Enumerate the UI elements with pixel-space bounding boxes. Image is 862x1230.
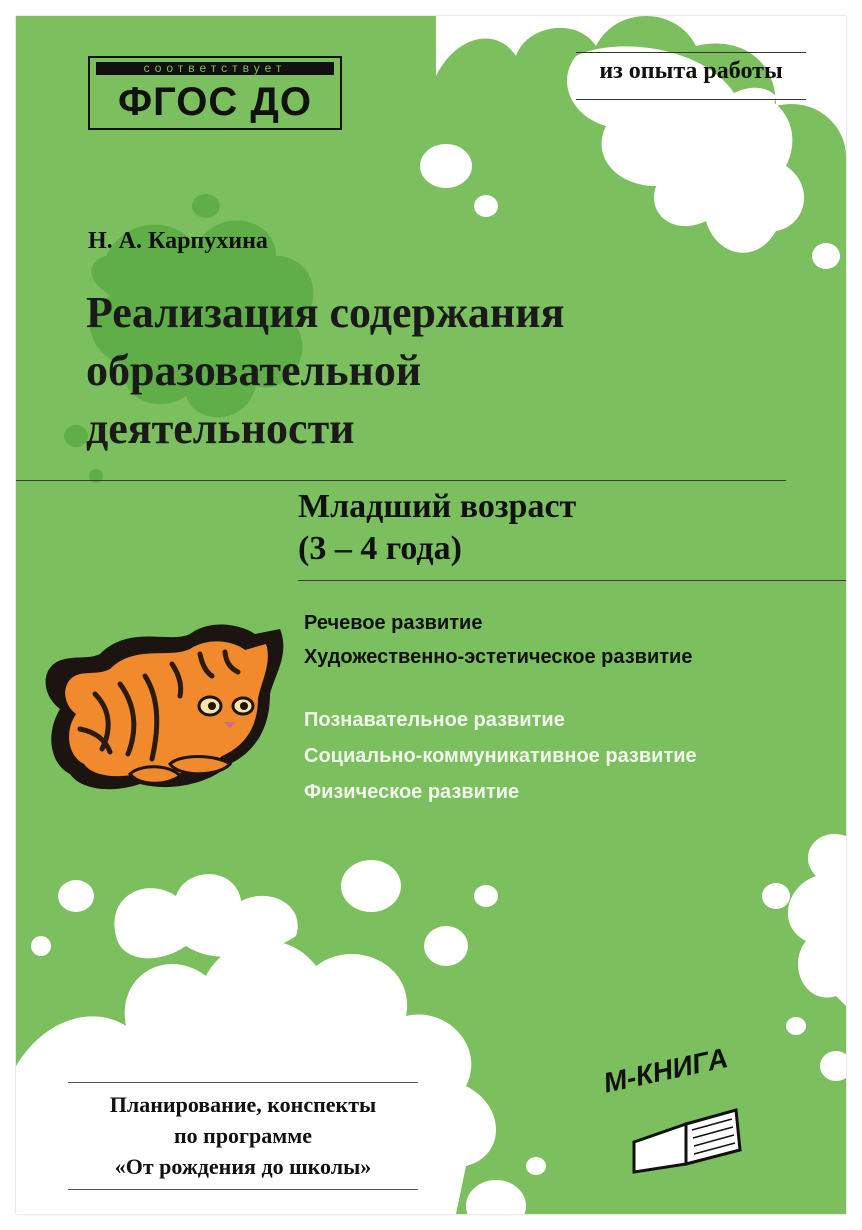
title-line: деятельности: [86, 404, 355, 453]
divider-rule: [16, 480, 786, 481]
development-areas-primary: [304, 606, 692, 674]
area-item: Художественно-эстетическое развитие: [304, 646, 693, 668]
development-areas-secondary: [304, 702, 697, 810]
fgos-badge-main-text: ФГОС ДО: [117, 80, 312, 124]
publisher-name: М-КНИГА: [600, 1042, 731, 1099]
area-item: Физическое развитие: [304, 781, 520, 803]
author-name: Н. А. Карпухина: [88, 228, 268, 254]
series-label: из опыта работы: [599, 58, 783, 84]
program-line: «От рождения до школы»: [114, 1154, 372, 1179]
area-item: Речевое развитие: [304, 612, 483, 634]
kitten-illustration: [40, 614, 290, 804]
program-line: Планирование, конспекты: [109, 1092, 377, 1117]
fgos-badge-top-text: соответствует: [143, 61, 287, 75]
area-item: Познавательное развитие: [304, 709, 565, 731]
divider-rule: [298, 580, 846, 581]
title-line: образовательной: [86, 346, 422, 395]
series-label-box: [576, 52, 806, 100]
area-item: Социально-коммуникативное развитие: [304, 745, 697, 767]
program-box: [68, 1082, 418, 1190]
age-group: [298, 486, 818, 570]
open-book-icon: [626, 1102, 746, 1174]
program-text: [68, 1089, 418, 1182]
book-cover: [16, 16, 846, 1214]
book-title: [86, 284, 786, 458]
fgos-badge: [88, 56, 342, 130]
age-line: (3 – 4 года): [298, 530, 462, 567]
age-line: Младший возраст: [298, 488, 577, 525]
title-line: Реализация содержания: [86, 288, 565, 337]
publisher-logo: [594, 1042, 764, 1184]
program-line: по программе: [173, 1123, 313, 1148]
